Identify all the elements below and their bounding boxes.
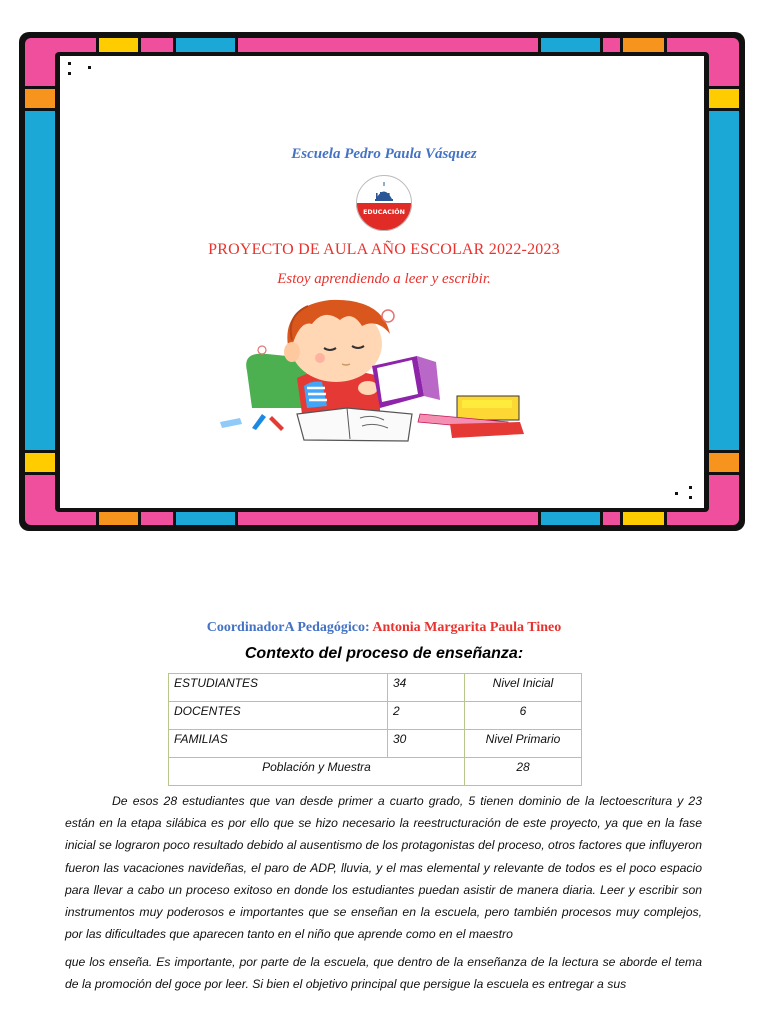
table-row	[169, 674, 582, 702]
row-extra: Nivel Inicial	[465, 674, 582, 702]
project-title: PROYECTO DE AULA AÑO ESCOLAR 2022-2023	[208, 241, 560, 258]
school-name: Escuela Pedro Paula Vásquez	[291, 146, 477, 162]
coordinator-line	[0, 620, 768, 636]
row-value: 2	[388, 702, 465, 730]
context-table	[168, 673, 582, 786]
table-row	[169, 730, 582, 758]
row-label: FAMILIAS	[169, 730, 388, 758]
footer-value: 28	[465, 758, 582, 786]
row-extra: 6	[465, 702, 582, 730]
context-title: Contexto del proceso de enseñanza:	[244, 645, 524, 662]
coordinator-name: Antonia Margarita Paula Tineo	[372, 620, 562, 635]
paragraph-2	[65, 951, 702, 995]
table-row	[169, 702, 582, 730]
table-footer-row	[169, 758, 582, 786]
coordinator-label: CoordinadorA Pedagógico:	[206, 620, 370, 635]
row-value: 34	[388, 674, 465, 702]
project-subtitle: Estoy aprendiendo a leer y escribir.	[277, 271, 491, 287]
row-label: ESTUDIANTES	[169, 674, 388, 702]
row-value: 30	[388, 730, 465, 758]
logo-text: EDUCACIÓN	[363, 209, 405, 216]
row-label: DOCENTES	[169, 702, 388, 730]
paragraph-1	[65, 790, 702, 945]
child-reading-illustration	[212, 296, 552, 446]
paragraph-2-text: que los enseña. Es importante, por parte de la escuela, que dentro de la enseñanza de la lectura se aborde el tema de la promoción del goce por leer. Si bien el objetivo principal que persigue la escuela es entregar a sus	[65, 955, 702, 992]
paragraph-1-text: De esos 28 estudiantes que van desde primer a cuarto grado, 5 tienen dominio de la lectoescritura y 23 están en la etapa silábica es por ello que se hizo necesario la reestructuración de este proyecto, ya que en la fase inicial se lograron poco resultado debido al ausentismo de los protagonistas del proceso, otros factores que influyeron fueron las vacaciones navideñas, el paro de ADP, lluvia, y el mas elemental y relevante de todos es el poco espacio para llevar a cabo un proceso exitoso en donde los estudiantes puedan asistir de manera diaria. Leer y escribir son instrumentos muy poderosos e importantes que se enseñan en la escuela, pero también procesos muy complejos, por las dificultades que aparecen tanto en el niño que aprende como en el maestro	[65, 794, 702, 942]
education-logo	[355, 174, 413, 232]
row-extra: Nivel Primario	[465, 730, 582, 758]
footer-label: Población y Muestra	[169, 758, 465, 786]
